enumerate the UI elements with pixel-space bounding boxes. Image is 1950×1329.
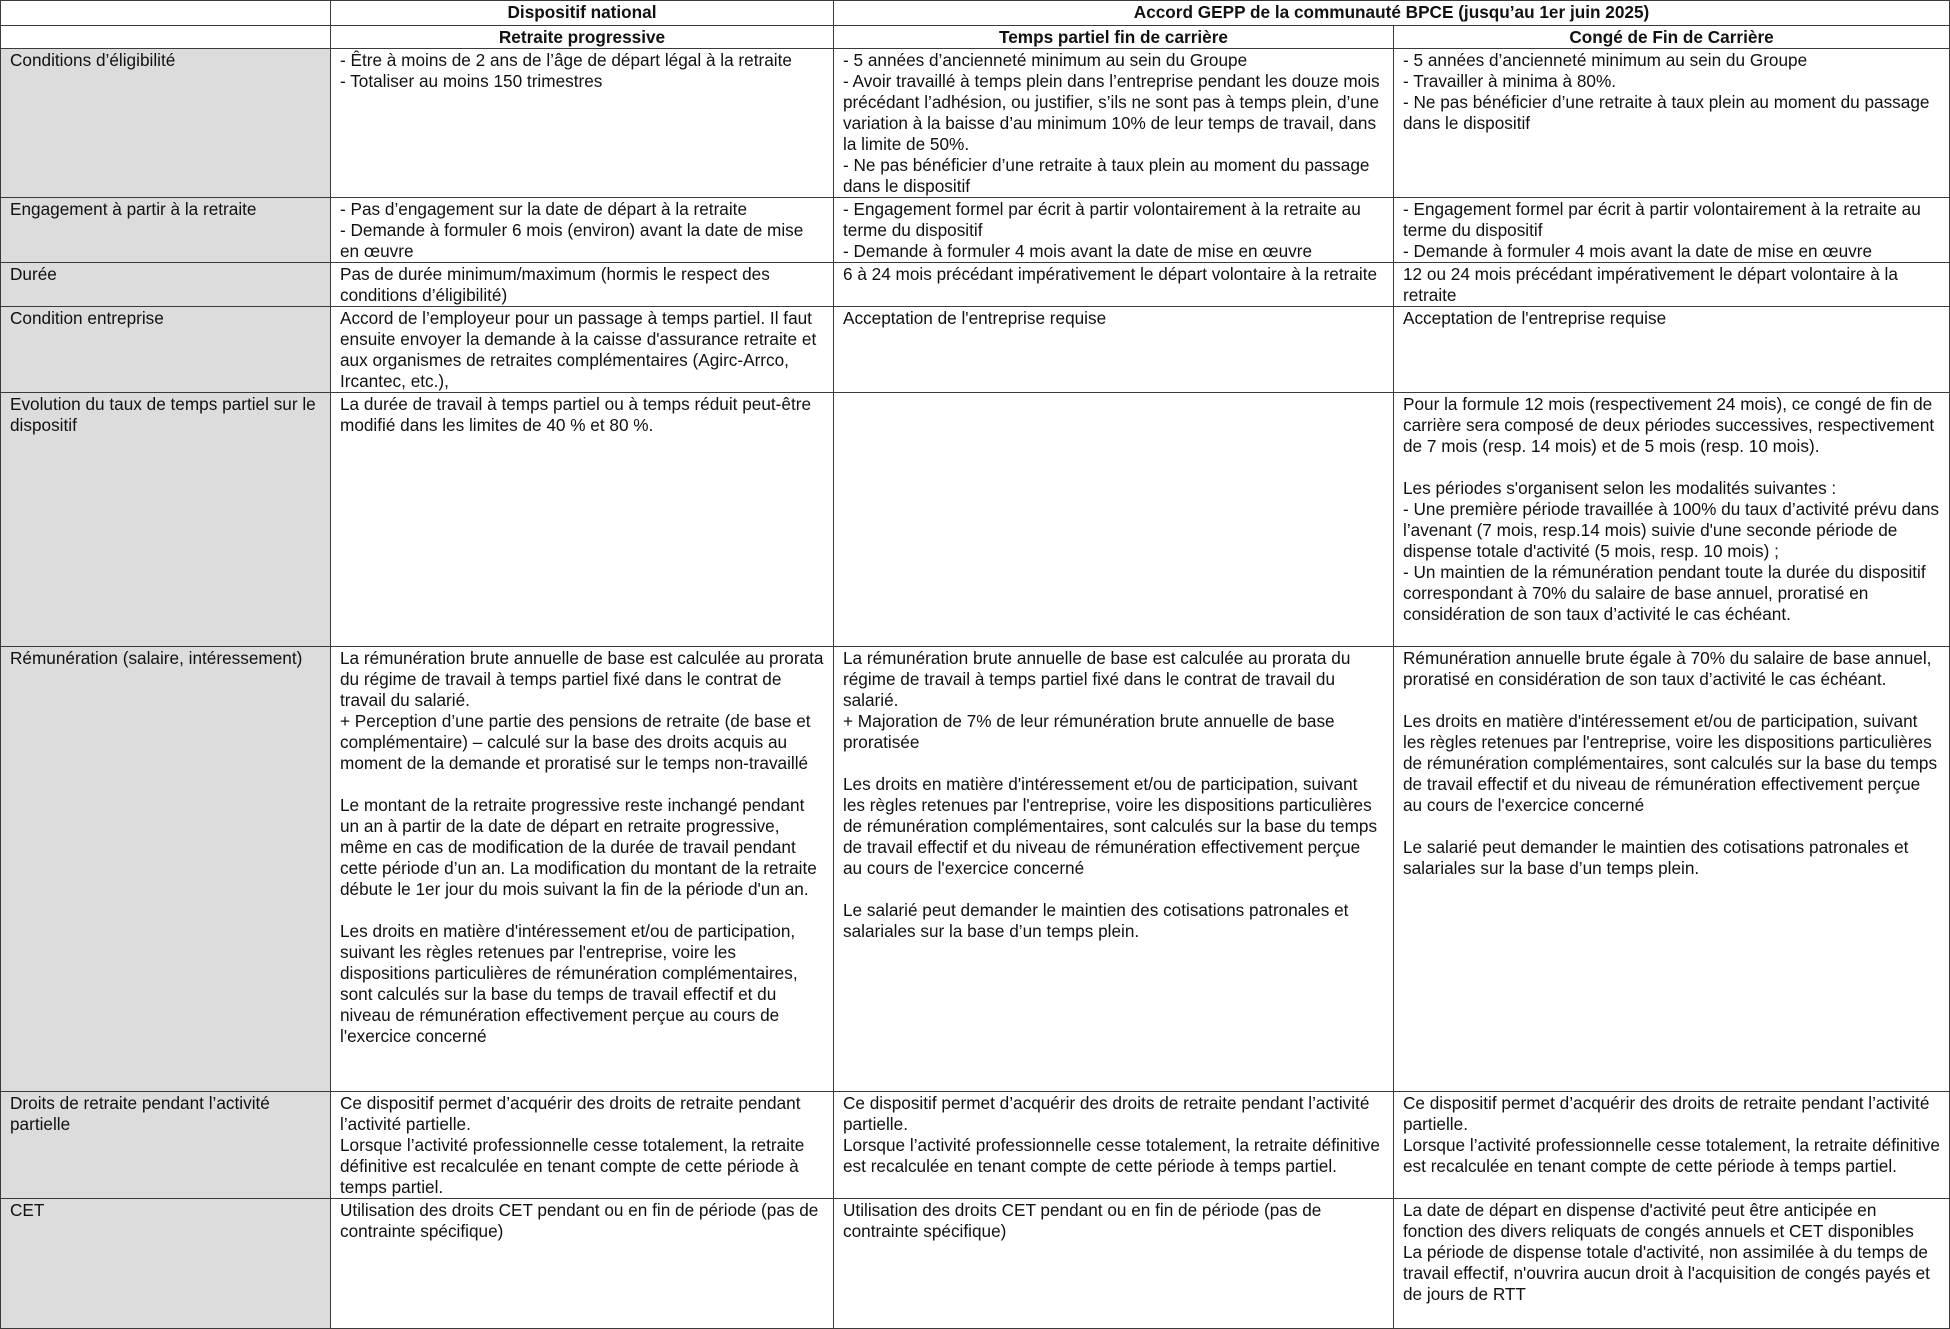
cell-temps-partiel [834, 393, 1394, 647]
row-label-duree: Durée [1, 263, 331, 307]
cell-retraite-progressive: Accord de l’employeur pour un passage à temps partiel. Il faut ensuite envoyer la demande à la caisse d'assurance retraite et aux organismes de retraites complémentaires (Agirc-Arrco, Ircantec, etc.), [331, 307, 834, 393]
group-header-national: Dispositif national [331, 1, 834, 26]
table-row [1, 1199, 1950, 1329]
table-row [1, 647, 1950, 1092]
table-row [1, 393, 1950, 647]
row-label-eligibilite: Conditions d’éligibilité [1, 49, 331, 198]
cell-retraite-progressive: - Être à moins de 2 ans de l’âge de départ légal à la retraite - Totaliser au moins 150 trimestres [331, 49, 834, 198]
corner-cell [1, 26, 331, 49]
table-row [1, 1092, 1950, 1199]
group-header-bpce: Accord GEPP de la communauté BPCE (jusqu’au 1er juin 2025) [834, 1, 1950, 26]
cell-temps-partiel: Acceptation de l'entreprise requise [834, 307, 1394, 393]
cell-temps-partiel: 6 à 24 mois précédant impérativement le départ volontaire à la retraite [834, 263, 1394, 307]
table-row [1, 263, 1950, 307]
column-header-retraite-progressive: Retraite progressive [331, 26, 834, 49]
cell-temps-partiel: Ce dispositif permet d’acquérir des droits de retraite pendant l’activité partielle. Lorsque l’activité professionnelle cesse totalement, la retraite définitive est recalculée en tenant compte de cette période à temps partiel. [834, 1092, 1394, 1199]
cell-conge-fin-carriere: 12 ou 24 mois précédant impérativement le départ volontaire à la retraite [1394, 263, 1950, 307]
cell-retraite-progressive: Ce dispositif permet d’acquérir des droits de retraite pendant l’activité partielle. Lorsque l’activité professionnelle cesse totalement, la retraite définitive est recalculée en tenant compte de cette période à temps partiel. [331, 1092, 834, 1199]
row-label-condition-entreprise: Condition entreprise [1, 307, 331, 393]
cell-retraite-progressive: Utilisation des droits CET pendant ou en fin de période (pas de contrainte spécifique) [331, 1199, 834, 1329]
corner-cell [1, 1, 331, 26]
cell-conge-fin-carriere: Acceptation de l'entreprise requise [1394, 307, 1950, 393]
table-row [1, 307, 1950, 393]
cell-conge-fin-carriere: La date de départ en dispense d'activité peut être anticipée en fonction des divers reliquats de congés annuels et CET disponibles La période de dispense totale d'activité, non assimilée à du temps de travail effectif, n'ouvrira aucun droit à l'acquisition de congés payés et de jours de RTT [1394, 1199, 1950, 1329]
cell-temps-partiel: - 5 années d’ancienneté minimum au sein du Groupe - Avoir travaillé à temps plein dans l’entreprise pendant les douze mois précédant l’adhésion, ou justifier, s’ils ne sont pas à temps plein, d’une variation à la baisse d’au minimum 10% de leur temps de travail, dans la limite de 50%. - Ne pas bénéficier d’une retraite à taux plein au moment du passage dans le dispositif [834, 49, 1394, 198]
cell-conge-fin-carriere: - Engagement formel par écrit à partir volontairement à la retraite au terme du dispositif - Demande à formuler 4 mois avant la date de mise en œuvre [1394, 198, 1950, 263]
cell-conge-fin-carriere: - 5 années d’ancienneté minimum au sein du Groupe - Travailler à minima à 80%. - Ne pas bénéficier d’une retraite à taux plein au moment du passage dans le dispositif [1394, 49, 1950, 198]
cell-temps-partiel: - Engagement formel par écrit à partir volontairement à la retraite au terme du dispositif - Demande à formuler 4 mois avant la date de mise en œuvre [834, 198, 1394, 263]
cell-conge-fin-carriere: Rémunération annuelle brute égale à 70% du salaire de base annuel, proratisé en considération de son taux d’activité le cas échéant. Les droits en matière d'intéressement et/ou de participation, suivant les règles retenues par l'entreprise, voire les dispositions particulières de rémunération complémentaires, sont calculés sur la base du temps de travail effectif et du niveau de rémunération effectivement perçue au cours de l'exercice concerné Le salarié peut demander le maintien des cotisations patronales et salariales sur la base d’un temps plein. [1394, 647, 1950, 1092]
row-label-evolution-taux: Evolution du taux de temps partiel sur le dispositif [1, 393, 331, 647]
cell-conge-fin-carriere: Ce dispositif permet d’acquérir des droits de retraite pendant l’activité partielle. Lorsque l’activité professionnelle cesse totalement, la retraite définitive est recalculée en tenant compte de cette période à temps partiel. [1394, 1092, 1950, 1199]
cell-retraite-progressive: La durée de travail à temps partiel ou à temps réduit peut-être modifié dans les limites de 40 % et 80 %. [331, 393, 834, 647]
cell-retraite-progressive: La rémunération brute annuelle de base est calculée au prorata du régime de travail à temps partiel fixé dans le contrat de travail du salarié. + Perception d’une partie des pensions de retraite (de base et complémentaire) – calculé sur la base des droits acquis au moment de la demande et proratisé sur le temps non-travaillé Le montant de la retraite progressive reste inchangé pendant un an à partir de la date de départ en retraite progressive, même en cas de modification de la durée de travail pendant cette période d’un an. La modification du montant de la retraite débute le 1er jour du mois suivant la fin de la période d'un an. Les droits en matière d'intéressement et/ou de participation, suivant les règles retenues par l'entreprise, voire les dispositions particulières de rémunération complémentaires, sont calculés sur la base du temps de travail effectif et du niveau de rémunération effectivement perçue au cours de l'exercice concerné [331, 647, 834, 1092]
column-header-conge-fin-carriere: Congé de Fin de Carrière [1394, 26, 1950, 49]
table-row [1, 198, 1950, 263]
row-label-droits-retraite: Droits de retraite pendant l’activité partielle [1, 1092, 331, 1199]
row-label-remuneration: Rémunération (salaire, intéressement) [1, 647, 331, 1092]
row-label-cet: CET [1, 1199, 331, 1329]
column-header-temps-partiel: Temps partiel fin de carrière [834, 26, 1394, 49]
cell-temps-partiel: La rémunération brute annuelle de base est calculée au prorata du régime de travail à temps partiel fixé dans le contrat de travail du salarié. + Majoration de 7% de leur rémunération brute annuelle de base proratisée Les droits en matière d'intéressement et/ou de participation, suivant les règles retenues par l'entreprise, voire les dispositions particulières de rémunération complémentaires, sont calculés sur la base du temps de travail effectif et du niveau de rémunération effectivement perçue au cours de l'exercice concerné Le salarié peut demander le maintien des cotisations patronales et salariales sur la base d’un temps plein. [834, 647, 1394, 1092]
cell-retraite-progressive: Pas de durée minimum/maximum (hormis le respect des conditions d’éligibilité) [331, 263, 834, 307]
table-row [1, 49, 1950, 198]
cell-conge-fin-carriere: Pour la formule 12 mois (respectivement 24 mois), ce congé de fin de carrière sera composé de deux périodes successives, respectivement de 7 mois (resp. 14 mois) et de 5 mois (resp. 10 mois). Les périodes s'organisent selon les modalités suivantes : - Une première période travaillée à 100% du taux d’activité prévu dans l’avenant (7 mois, resp.14 mois) suivie d'une seconde période de dispense totale d'activité (5 mois, resp. 10 mois) ; - Un maintien de la rémunération pendant toute la durée du dispositif correspondant à 70% du salaire de base annuel, proratisé en considération de son taux d’activité le cas échéant. [1394, 393, 1950, 647]
cell-retraite-progressive: - Pas d’engagement sur la date de départ à la retraite - Demande à formuler 6 mois (environ) avant la date de mise en œuvre [331, 198, 834, 263]
row-label-engagement: Engagement à partir à la retraite [1, 198, 331, 263]
cell-temps-partiel: Utilisation des droits CET pendant ou en fin de période (pas de contrainte spécifique) [834, 1199, 1394, 1329]
